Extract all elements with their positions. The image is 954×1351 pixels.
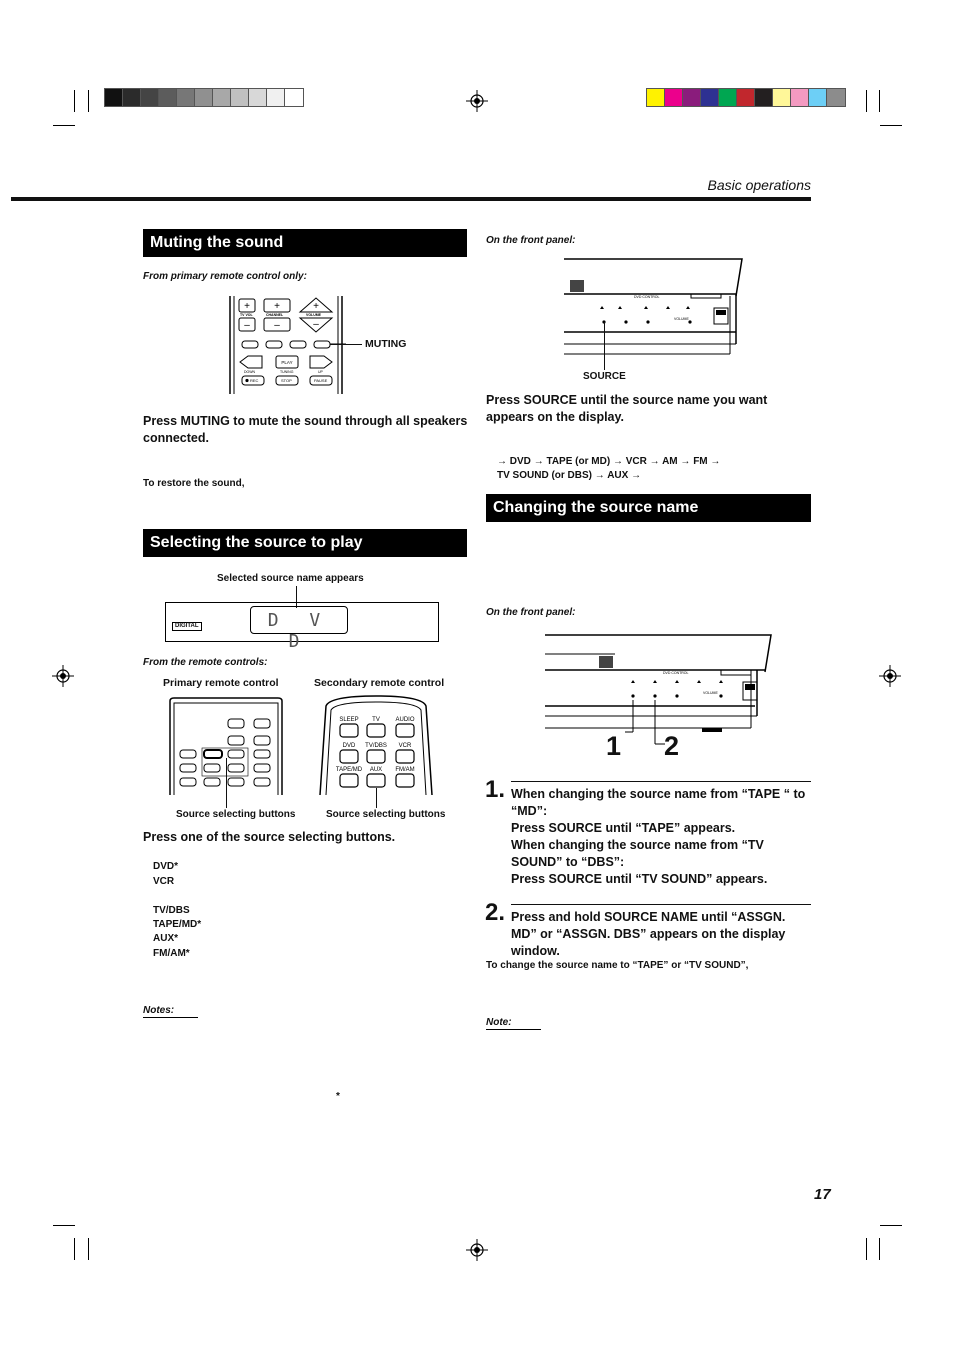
calibration-swatch	[809, 89, 827, 106]
step-1-line-3: When changing the source name from “TV SOUND” to “DBS”:	[511, 838, 764, 869]
front-panel-2-knob: VOLUME	[703, 691, 718, 695]
source-list-fmam: FM/AM*	[153, 948, 190, 959]
step-2-text: Press and hold SOURCE NAME until “ASSGN. MD” or “ASSGN. DBS” appears on the display window.	[511, 910, 786, 958]
secondary-remote-button-label: TAPE/MD	[335, 767, 363, 773]
crop-mark	[53, 125, 75, 126]
secondary-remote-button-label: FM/AM	[395, 767, 415, 773]
cycle-source: FM	[693, 456, 711, 467]
calibration-swatch	[665, 89, 683, 106]
front-panel-2-text: DVD CONTROL	[663, 671, 689, 675]
front-panel-label-1: On the front panel:	[486, 235, 576, 246]
secondary-buttons-callout-line	[376, 788, 377, 808]
notes-label: Notes:	[143, 1005, 198, 1018]
remote-label-rec: REC	[250, 378, 259, 383]
front-panel-1-knob: VOLUME	[674, 317, 689, 321]
muting-source-note: From primary remote control only:	[143, 271, 307, 282]
crop-mark	[880, 125, 902, 126]
secondary-remote-button-label: SLEEP	[339, 717, 359, 723]
cycle-source: AM	[662, 456, 681, 467]
display-source-name: D V D	[267, 610, 331, 652]
muting-callout-label: MUTING	[365, 338, 407, 350]
svg-text:–: –	[244, 320, 250, 331]
display-digital-logo: DIGITAL	[172, 622, 202, 631]
cycle-source: DVD	[509, 456, 534, 467]
primary-buttons-callout: Source selecting buttons	[176, 809, 296, 820]
crop-mark	[74, 1238, 75, 1260]
source-callout-line	[604, 322, 605, 370]
notes-asterisk: *	[336, 1091, 340, 1102]
cycle-source: VCR	[625, 456, 650, 467]
source-list-dvd: DVD*	[153, 861, 179, 872]
calibration-swatch	[683, 89, 701, 106]
display-callout-label: Selected source name appears	[217, 573, 364, 584]
front-panel-instruction: Press SOURCE until the source name you want appears on the display.	[486, 393, 768, 424]
source-list-aux: AUX*	[153, 933, 179, 944]
secondary-remote-label: Secondary remote control	[314, 677, 445, 689]
cycle-source: TV SOUND (or DBS)	[497, 470, 595, 481]
secondary-buttons-callout: Source selecting buttons	[326, 809, 446, 820]
secondary-remote-button-label: VCR	[398, 743, 412, 749]
secondary-remote-button	[340, 724, 358, 737]
svg-text:+: +	[313, 301, 319, 312]
calibration-swatch	[231, 89, 249, 106]
calibration-swatch	[737, 89, 755, 106]
cycle-arrow: →	[631, 470, 642, 481]
crop-mark	[880, 1225, 902, 1226]
display-inner-window	[250, 606, 348, 652]
crop-mark	[74, 90, 75, 112]
crop-mark	[866, 1238, 867, 1260]
remote-label-down: DOWN	[244, 370, 256, 374]
header-rule	[11, 197, 811, 201]
calibration-swatch	[701, 89, 719, 106]
step-2-rule	[511, 904, 811, 905]
crop-mark	[879, 90, 880, 112]
svg-text:–: –	[313, 319, 319, 330]
front-panel-illustration-1	[564, 256, 744, 358]
remote-label-volume: VOLUME	[306, 313, 321, 317]
registration-mark-bottom	[466, 1239, 488, 1261]
step-1-line-2: Press SOURCE until “TAPE” appears.	[511, 821, 736, 835]
cycle-arrow: →	[594, 470, 608, 481]
calibration-swatch	[773, 89, 791, 106]
svg-text:+: +	[274, 301, 280, 312]
crop-mark	[88, 90, 89, 112]
calibration-swatch	[827, 89, 845, 106]
section-heading-changing: Changing the source name	[486, 494, 811, 522]
secondary-remote-button	[340, 774, 358, 787]
source-list-tapemd: TAPE/MD*	[153, 919, 202, 930]
calibration-swatch	[123, 89, 141, 106]
callout-number-1: 1	[606, 731, 622, 761]
secondary-remote-button	[367, 750, 385, 763]
section-heading-muting: Muting the sound	[143, 229, 467, 257]
primary-remote-label: Primary remote control	[163, 677, 279, 689]
svg-text:+: +	[244, 301, 250, 312]
calibration-swatch	[267, 89, 285, 106]
source-cycle-row2	[497, 470, 641, 481]
remote-label-stop: STOP	[281, 378, 292, 383]
secondary-remote-button	[367, 774, 385, 787]
secondary-remote-button-label: TV	[372, 717, 380, 723]
remote-label-channel: CHANNEL	[266, 313, 284, 317]
cycle-arrow: →	[533, 456, 547, 467]
step-1-line-1: When changing the source name from “TAPE “ to “MD”:	[511, 787, 806, 818]
registration-mark-top	[466, 90, 488, 112]
step-1-number: 1.	[485, 776, 506, 803]
change-name-note: To change the source name to “TAPE” or “TV SOUND”,	[486, 960, 749, 971]
front-panel-label-2: On the front panel:	[486, 607, 576, 618]
selecting-instruction: Press one of the source selecting buttons.	[143, 830, 396, 844]
front-panel-1-text: DVD CONTROL	[634, 295, 660, 299]
muting-callout-line	[330, 344, 362, 345]
crop-mark	[879, 1238, 880, 1260]
secondary-remote-illustration	[318, 694, 434, 795]
cycle-source: TAPE (or MD)	[546, 456, 613, 467]
registration-mark-right	[879, 665, 901, 687]
secondary-remote-button	[340, 750, 358, 763]
primary-buttons-callout-line	[226, 758, 227, 808]
note-label: Note:	[486, 1017, 541, 1030]
calibration-swatch	[213, 89, 231, 106]
secondary-remote-button-label: AUDIO	[395, 717, 415, 723]
secondary-remote-button-label: AUX	[369, 767, 383, 773]
display-window	[165, 602, 439, 652]
front-panel-illustration-2	[545, 632, 773, 764]
crop-mark	[53, 1225, 75, 1226]
cycle-arrow: →	[497, 456, 510, 467]
callout-number-2: 2	[664, 731, 680, 761]
calibration-swatch	[195, 89, 213, 106]
secondary-remote-button-label: TV/DBS	[365, 743, 387, 749]
source-cycle-row1	[497, 456, 720, 467]
calibration-swatch	[285, 89, 303, 106]
step-2-number: 2.	[485, 899, 506, 926]
secondary-remote-button	[396, 750, 414, 763]
calibration-swatch	[177, 89, 195, 106]
page-number: 17	[814, 1186, 831, 1203]
registration-mark-left	[52, 665, 74, 687]
running-header: Basic operations	[707, 177, 811, 193]
remote-label-up: UP	[318, 370, 323, 374]
cycle-source: AUX	[607, 470, 632, 481]
calibration-swatch	[719, 89, 737, 106]
svg-text:–: –	[274, 320, 280, 331]
secondary-remote-button	[396, 724, 414, 737]
remote-label-pause: PAUSE	[314, 378, 328, 383]
secondary-remote-button	[396, 774, 414, 787]
cycle-arrow: →	[710, 456, 721, 467]
source-callout-label: SOURCE	[583, 371, 626, 382]
step-1-line-4: Press SOURCE until “TV SOUND” appears.	[511, 872, 768, 886]
source-list-vcr: VCR	[153, 876, 175, 887]
muting-restore-note: To restore the sound,	[143, 478, 245, 489]
cycle-arrow: →	[680, 456, 694, 467]
calibration-swatch	[159, 89, 177, 106]
crop-mark	[866, 90, 867, 112]
secondary-remote-button	[367, 724, 385, 737]
remote-label-play: PLAY	[281, 360, 293, 365]
remote-label-tuning: TUNING	[280, 370, 294, 374]
muting-instruction: Press MUTING to mute the sound through all speakers connected.	[143, 414, 468, 445]
remote-control-illustration-muting	[226, 296, 346, 394]
calibration-swatch	[791, 89, 809, 106]
section-heading-selecting: Selecting the source to play	[143, 529, 467, 557]
source-list-tvdbs: TV/DBS	[153, 905, 190, 916]
calibration-swatch	[141, 89, 159, 106]
calibration-swatch	[647, 89, 665, 106]
step-1-rule	[511, 781, 811, 782]
secondary-remote-button-label: DVD	[342, 743, 356, 749]
remote-label-tv-vol: TV VOL	[240, 313, 253, 317]
cycle-arrow: →	[649, 456, 663, 467]
calibration-swatch	[105, 89, 123, 106]
calibration-swatch	[249, 89, 267, 106]
crop-mark	[88, 1238, 89, 1260]
cycle-arrow: →	[612, 456, 626, 467]
calibration-swatch	[755, 89, 773, 106]
remote-source-note: From the remote controls:	[143, 657, 268, 668]
